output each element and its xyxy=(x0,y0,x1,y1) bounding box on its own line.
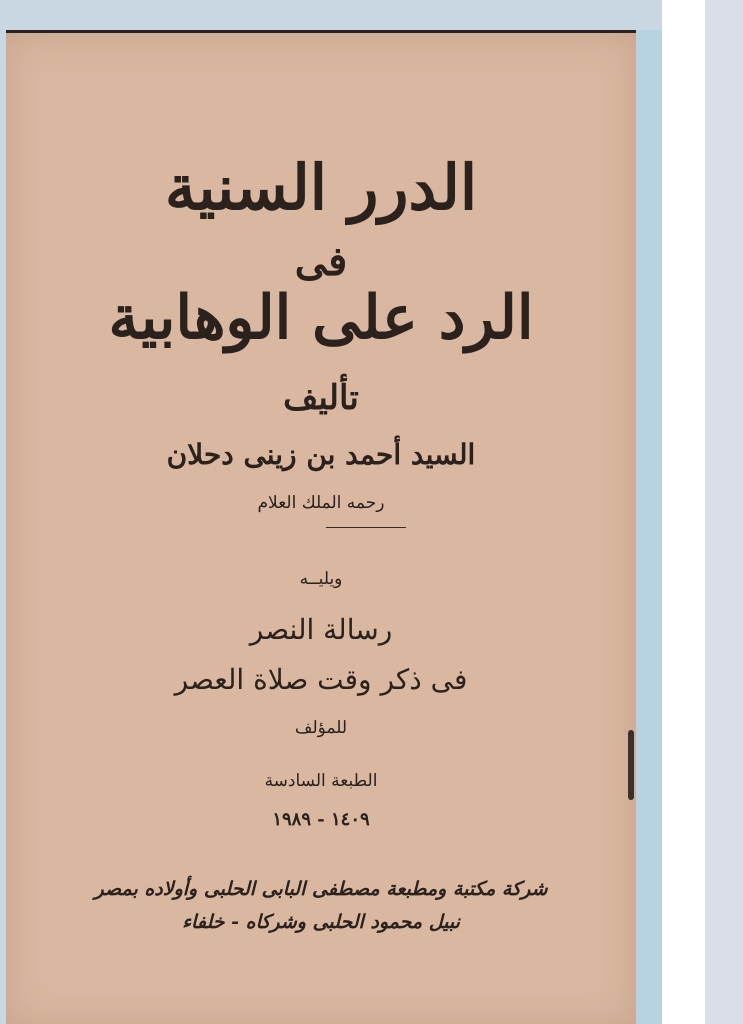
followed-by-label: ويليــه xyxy=(299,569,343,589)
page-edge-mark xyxy=(628,730,634,800)
appended-treatise-subtitle: فى ذكر وقت صلاة العصر xyxy=(174,663,468,696)
author-label: تأليف xyxy=(283,378,359,418)
author-prayer: رحمه الملك العلام xyxy=(257,493,385,513)
publisher-line-2: نبيل محمود الحلبى وشركاه - خلفاء xyxy=(182,911,460,933)
author-name: السيد أحمد بن زينى دحلان xyxy=(166,438,476,471)
book-title-subject: الرد على الوهابية xyxy=(108,283,534,353)
scan-binding-area xyxy=(705,0,743,1024)
book-title-connector: فى xyxy=(294,238,348,285)
appended-treatise-title: رسالة النصر xyxy=(249,613,393,646)
book-title: الدرر السنية xyxy=(164,151,478,224)
publication-year: ١٤٠٩ - ١٩٨٩ xyxy=(272,809,370,830)
by-the-author-label: للمؤلف xyxy=(294,718,348,738)
publisher-line-1: شركة مكتبة ومطبعة مصطفى البابى الحلبى وأولاده بمصر xyxy=(94,878,548,900)
edition-label: الطبعة السادسة xyxy=(264,771,378,791)
book-cover-page xyxy=(6,30,636,1024)
divider-line xyxy=(326,527,406,528)
